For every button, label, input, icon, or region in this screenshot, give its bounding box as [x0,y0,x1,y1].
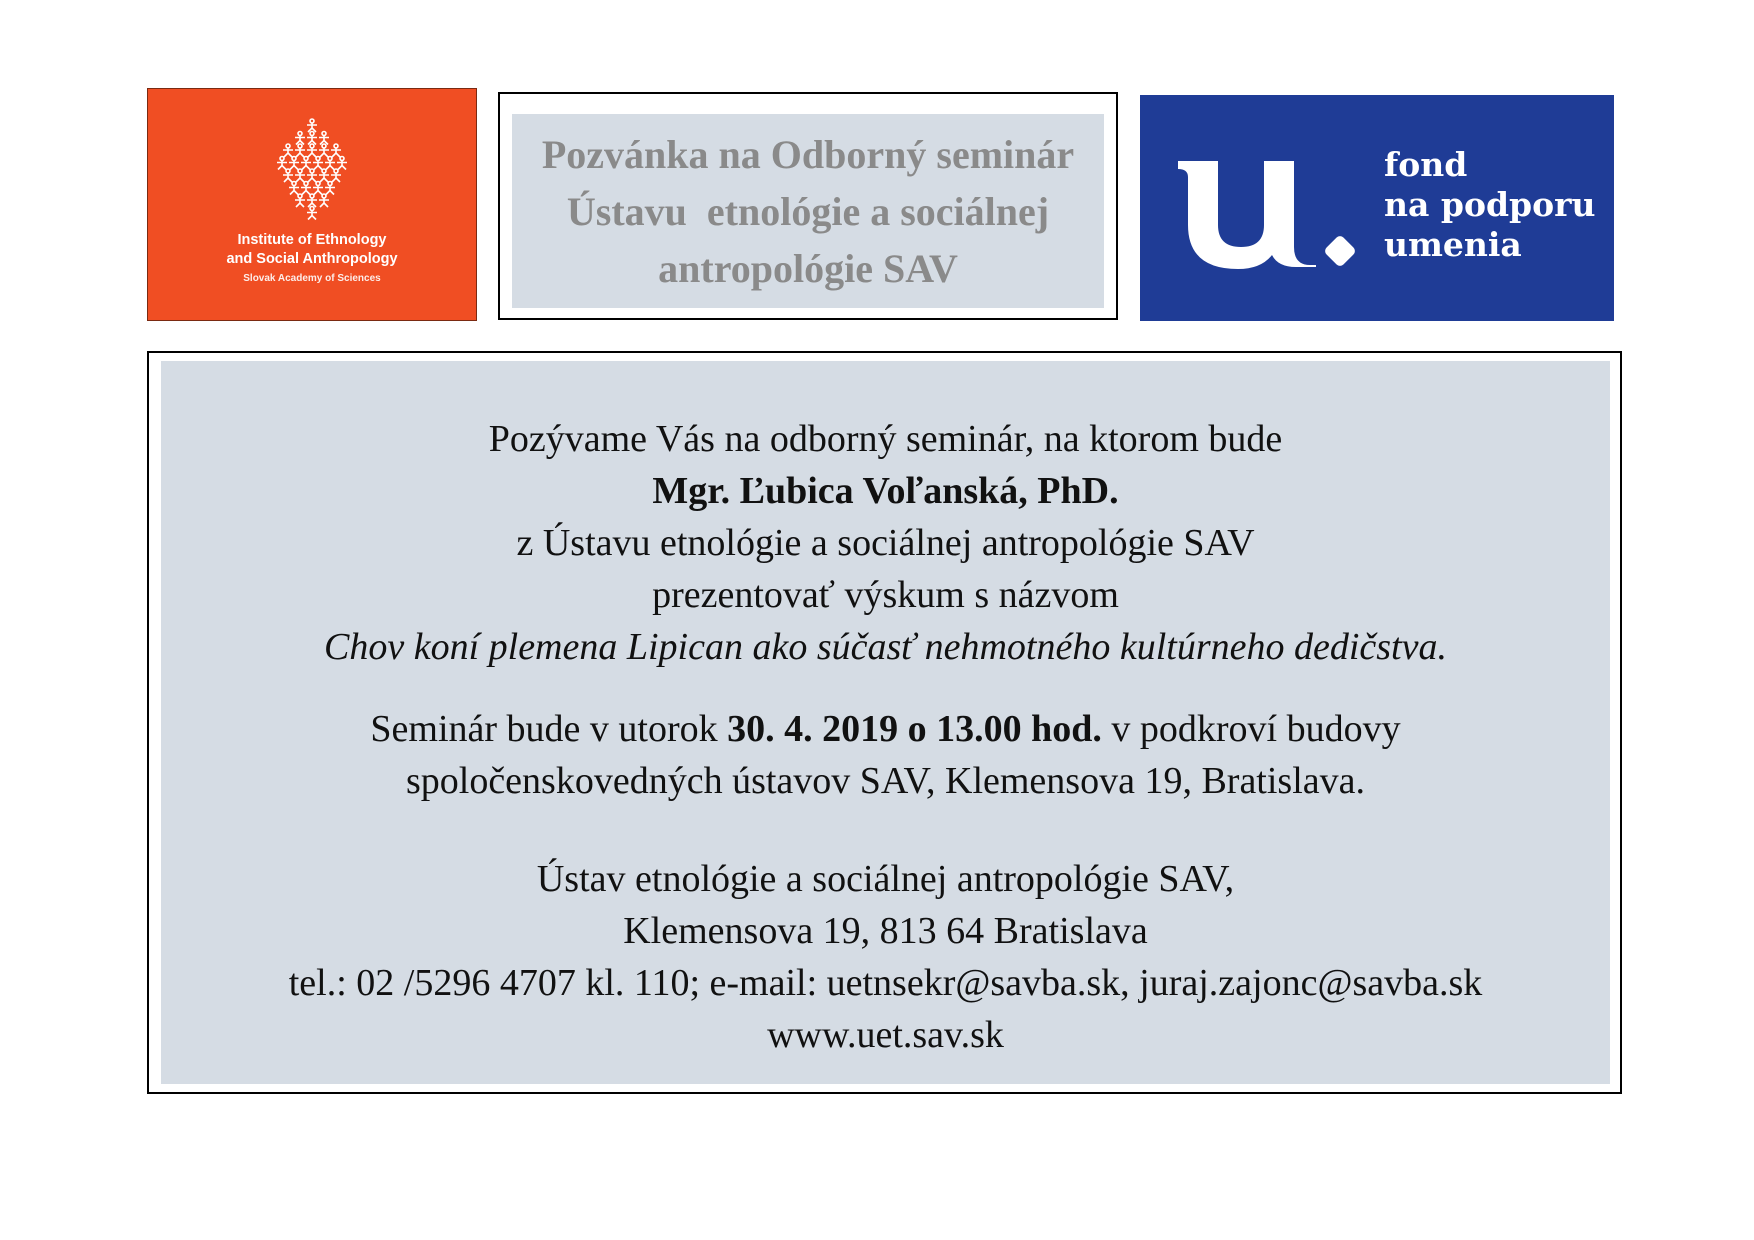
contact-org: Ústav etnológie a sociálnej antropológie SAV, [536,858,1235,900]
schedule-suffix: v podkroví budovy [1101,708,1401,750]
title-line3: antropológie SAV [658,245,958,291]
title-line1: Pozvánka na Odborný seminár [541,131,1075,177]
u-letter-logo-icon [1178,147,1358,277]
invitation-box [147,351,1622,1094]
fund-name-line3: umenia [1384,225,1522,264]
institute-academy-name: Slovak Academy of Sciences [243,273,381,284]
institute-name-line2: and Social Anthropology [226,251,398,267]
speaker-affiliation: z Ústavu etnológie a sociálnej antropológie SAV [516,522,1255,564]
people-tree-icon [257,113,367,223]
fund-name-line2: na podporu [1384,185,1596,224]
speaker-name: Mgr. Ľubica Voľanská, PhD. [652,470,1119,512]
title-line2: Ústavu etnológie a sociálnej [566,188,1050,234]
schedule-datetime: 30. 4. 2019 o 13.00 hod. [727,708,1102,750]
fund-name [1384,145,1596,265]
fund-name-line1: fond [1384,145,1468,184]
schedule-line1 [161,703,1610,755]
fund-logo [1140,95,1614,321]
title-box [498,92,1118,320]
institute-name-line1: Institute of Ethnology [237,232,387,248]
institute-logo [147,88,477,321]
schedule-line2: spoločenskovedných ústavov SAV, Klemensova 19, Bratislava. [405,760,1366,802]
contact-phone-email: tel.: 02 /5296 4707 kl. 110; e-mail: uetnsekr@savba.sk, juraj.zajonc@savba.sk [288,962,1483,1004]
invitation-intro: Pozývame Vás na odborný seminár, na ktorom bude [488,418,1283,460]
title-panel [512,114,1104,308]
contact-address: Klemensova 19, 813 64 Bratislava [623,910,1148,952]
schedule-prefix: Seminár bude v utorok [370,708,728,750]
talk-title: Chov koní plemena Lipican ako súčasť nehmotného kultúrneho dedičstva. [324,626,1447,668]
presentation-intro: prezentovať výskum s názvom [652,574,1119,616]
invitation-panel [161,361,1610,1084]
contact-website: www.uet.sav.sk [767,1014,1004,1056]
